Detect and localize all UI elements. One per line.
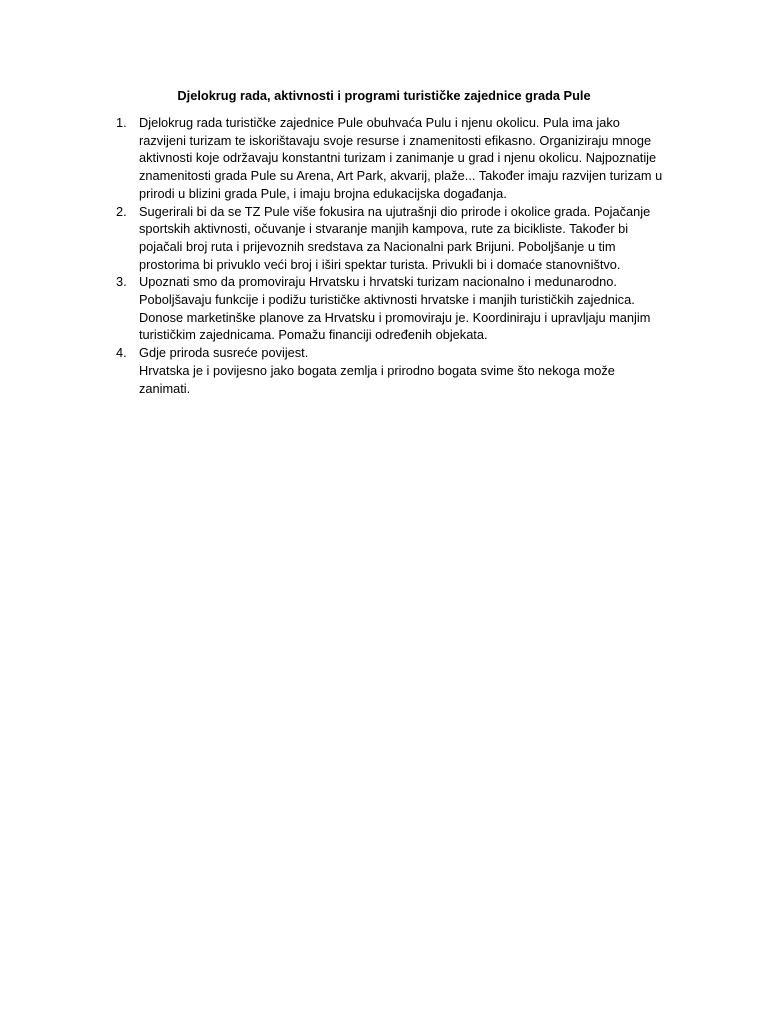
- list-item-number: 3.: [116, 274, 127, 290]
- list-item: [96, 203, 676, 274]
- list-item: [96, 273, 676, 344]
- list-item-number: 1.: [116, 115, 127, 130]
- text-line: zanimati.: [139, 380, 191, 396]
- document-title: Djelokrug rada, aktivnosti i programi turističke zajednice grada Pule: [177, 88, 591, 103]
- list-item-number: 4.: [116, 345, 127, 361]
- text-line: pojačali broj ruta i prijevoznih sredstava za Nacionalni park Brijuni. Poboljšanje u tim: [139, 238, 616, 254]
- text-line: prostorima bi privuklo veći broj i iširi spektar turista. Privukli bi i domaće stanovništvo.: [139, 256, 621, 272]
- list-item-number: 2.: [116, 203, 127, 219]
- text-line: prirodi u blizini grada Pule, i imaju brojna edukacijska događanja.: [139, 185, 507, 201]
- text-line: Upoznati smo da promoviraju Hrvatsku i hrvatski turizam nacionalno i medunarodno.: [139, 274, 617, 290]
- list-item: [96, 114, 676, 203]
- list-item: [96, 344, 676, 397]
- text-line: Poboljšavaju funkcije i podižu turističke aktivnosti hrvatske i manjih turističkih zajednica.: [139, 292, 635, 308]
- text-line: aktivnosti koje održavaju konstantni turizam i zanimanje u grad i njenu okolicu. Najpoznatije: [139, 150, 657, 166]
- numbered-list: [96, 114, 676, 397]
- text-line: turističkim zajednicama. Pomažu financiji određenih objekata.: [139, 327, 488, 343]
- text-line: sportskih aktivnosti, očuvanje i stvaranje manjih kampova, rute za bicikliste. Također bi: [139, 221, 629, 237]
- text-line: Donose marketinške planove za Hrvatsku i promoviraju je. Koordiniraju i upravljaju manjim: [139, 309, 651, 325]
- text-line: Djelokrug rada turističke zajednice Pule obuhvaća Pulu i njenu okolicu. Pula ima jako: [139, 115, 620, 130]
- text-line: Gdje priroda susreće povijest.: [139, 345, 309, 361]
- text-line: Sugerirali bi da se TZ Pule više fokusira na ujutrašnji dio prirode i okolice grada. Pojačanje: [139, 203, 651, 219]
- text-line: Hrvatska je i povijesno jako bogata zemlja i prirodno bogata svime što nekoga može: [139, 362, 615, 378]
- text-line: razvijeni turizam te iskorištavaju svoje resurse i znamenitosti efikasno. Organiziraju mnoge: [139, 132, 652, 148]
- text-line: znamenitosti grada Pule su Arena, Art Park, akvarij, plaže... Također imaju razvijen turizam u: [139, 168, 663, 184]
